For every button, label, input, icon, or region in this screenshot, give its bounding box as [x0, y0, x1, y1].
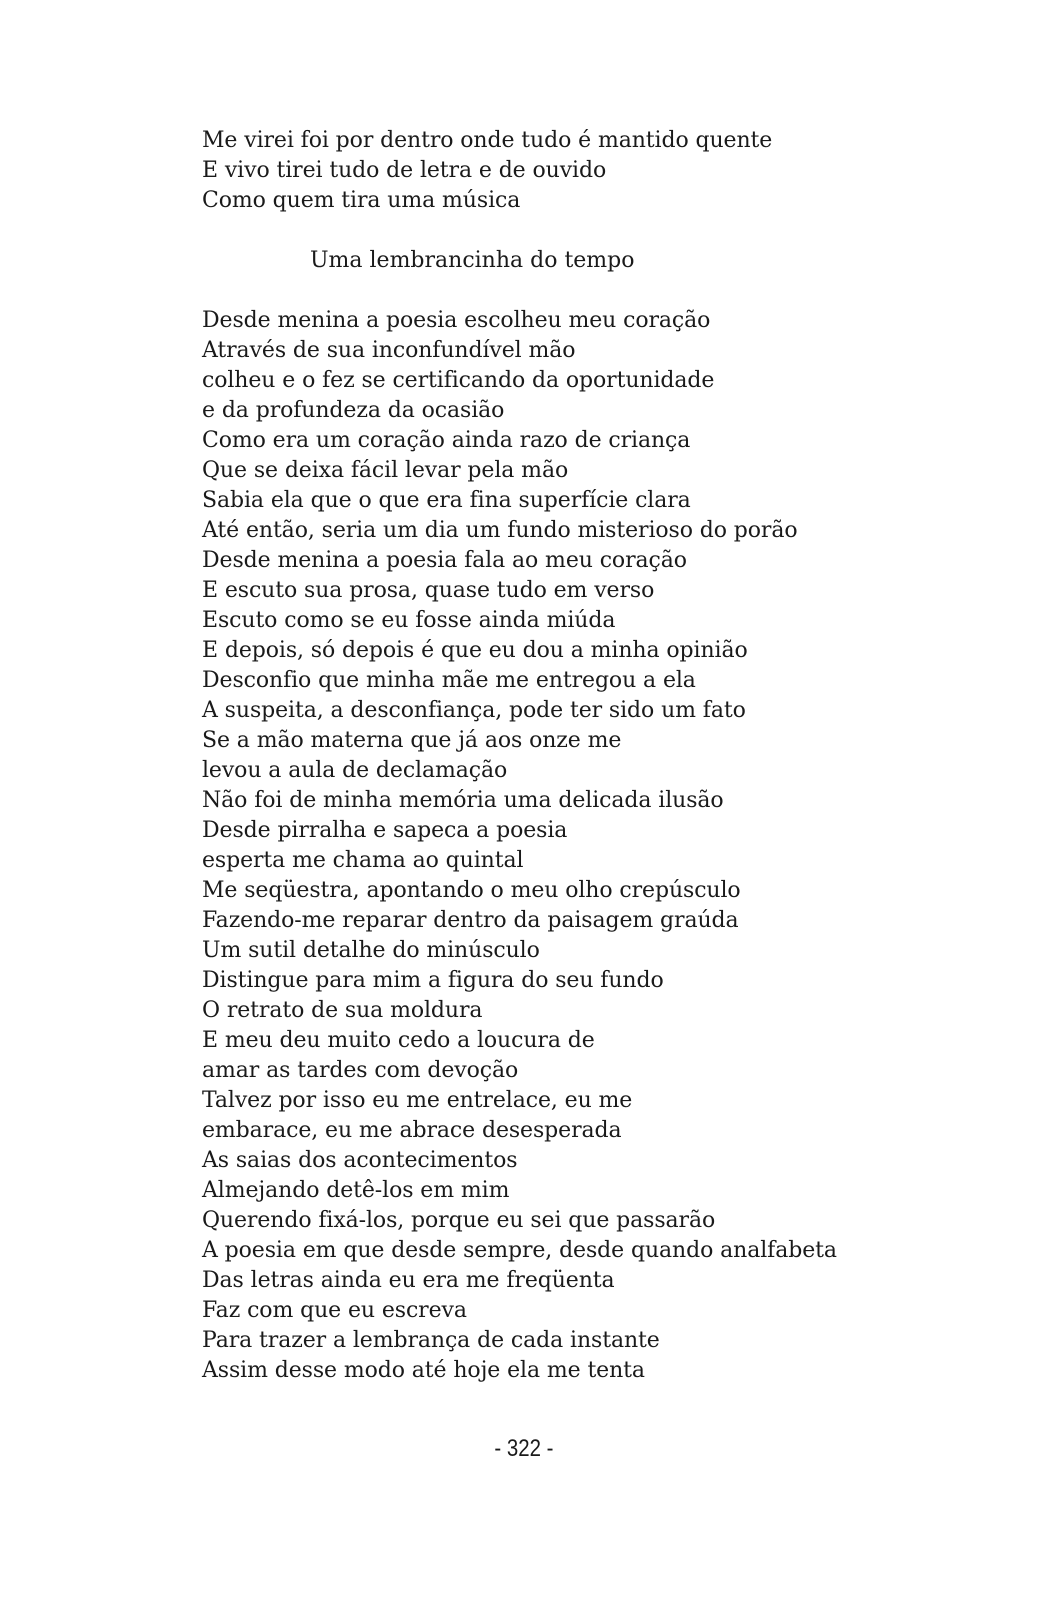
verse-line: e da profundeza da ocasião — [202, 398, 505, 423]
verse-line: Para trazer a lembrança de cada instante — [202, 1328, 660, 1353]
verse-line: Assim desse modo até hoje ela me tenta — [202, 1358, 645, 1383]
verse-line: colheu e o fez se certificando da oportunidade — [202, 368, 715, 393]
verse-line: Querendo fixá-los, porque eu sei que passarão — [202, 1208, 716, 1233]
verse-line: Se a mão materna que já aos onze me — [202, 728, 622, 753]
verse-line: Não foi de minha memória uma delicada ilusão — [202, 788, 724, 813]
verse-line: amar as tardes com devoção — [202, 1058, 519, 1083]
verse-line: Como quem tira uma música — [202, 188, 521, 213]
verse-line: levou a aula de declamação — [202, 758, 508, 783]
verse-line: esperta me chama ao quintal — [202, 848, 524, 873]
verse-line: Através de sua inconfundível mão — [202, 338, 576, 363]
verse-line: Desde menina a poesia fala ao meu coração — [202, 548, 687, 573]
verse-line: Faz com que eu escreva — [202, 1298, 467, 1323]
verse-line: Desde menina a poesia escolheu meu coração — [202, 308, 711, 333]
verse-line: Talvez por isso eu me entrelace, eu me — [202, 1088, 633, 1113]
verse-line: E escuto sua prosa, quase tudo em verso — [202, 578, 655, 603]
verse-line: Como era um coração ainda razo de criança — [202, 428, 691, 453]
verse-line: Até então, seria um dia um fundo misterioso do porão — [202, 518, 798, 543]
verse-line: Fazendo-me reparar dentro da paisagem graúda — [202, 908, 739, 933]
verse-line: Me virei foi por dentro onde tudo é mantido quente — [202, 128, 773, 153]
verse-line: Me seqüestra, apontando o meu olho crepúsculo — [202, 878, 741, 903]
poem-body — [202, 306, 1002, 1386]
poem-title: Uma lembrancinha do tempo — [310, 248, 635, 273]
verse-line: Desconfio que minha mãe me entregou a ela — [202, 668, 696, 693]
verse-line: O retrato de sua moldura — [202, 998, 483, 1023]
verse-line: A poesia em que desde sempre, desde quando analfabeta — [202, 1238, 837, 1263]
verse-line: Das letras ainda eu era me freqüenta — [202, 1268, 615, 1293]
verse-line: E depois, só depois é que eu dou a minha opinião — [202, 638, 748, 663]
verse-line: E meu deu muito cedo a loucura de — [202, 1028, 595, 1053]
verse-line: E vivo tirei tudo de letra e de ouvido — [202, 158, 607, 183]
verse-line: As saias dos acontecimentos — [202, 1148, 518, 1173]
page-number: - 322 - — [494, 1435, 554, 1462]
verse-line: embarace, eu me abrace desesperada — [202, 1118, 622, 1143]
verse-line: Escuto como se eu fosse ainda miúda — [202, 608, 616, 633]
verse-line: A suspeita, a desconfiança, pode ter sido um fato — [202, 698, 746, 723]
verse-line: Desde pirralha e sapeca a poesia — [202, 818, 568, 843]
verse-line: Que se deixa fácil levar pela mão — [202, 458, 569, 483]
verse-line: Almejando detê-los em mim — [202, 1178, 510, 1203]
intro-stanza — [202, 126, 1002, 216]
verse-line: Distingue para mim a figura do seu fundo — [202, 968, 664, 993]
verse-line: Um sutil detalhe do minúsculo — [202, 938, 540, 963]
verse-line: Sabia ela que o que era fina superfície clara — [202, 488, 691, 513]
